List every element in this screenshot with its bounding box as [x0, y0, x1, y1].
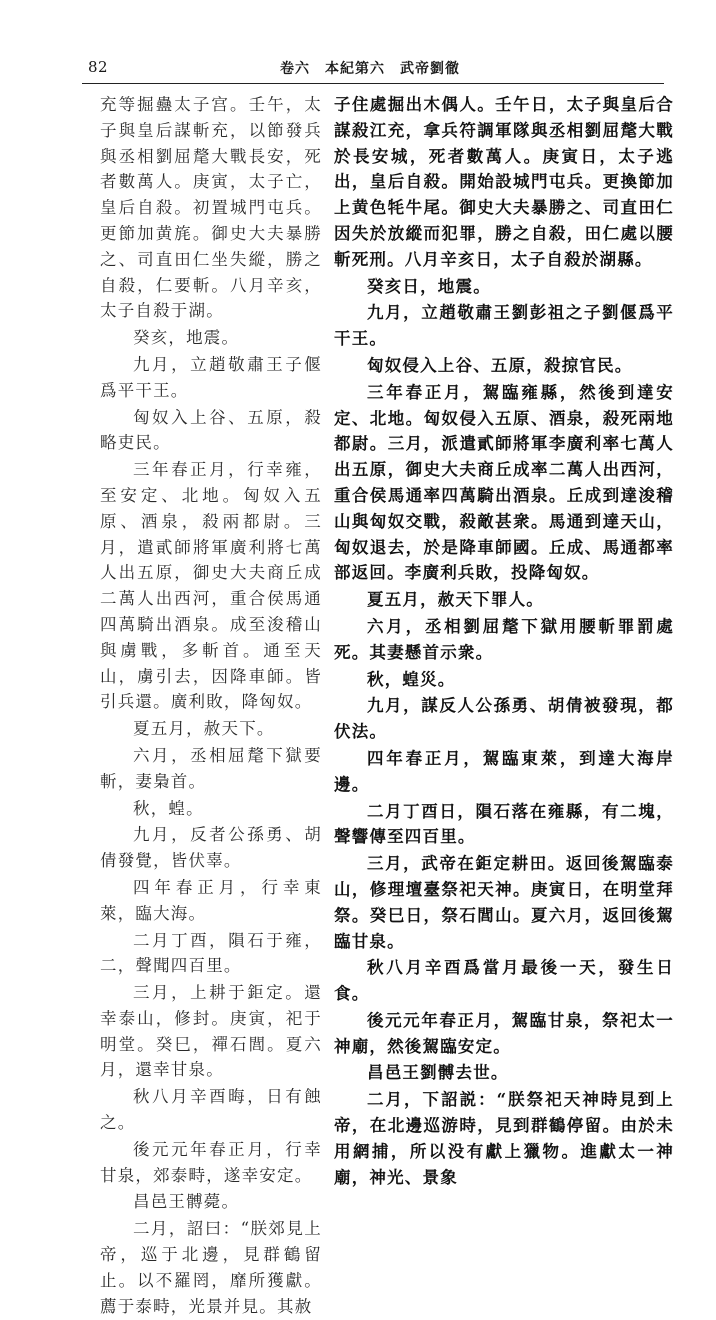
- paragraph: 九月，立趙敬肅王劉彭祖之子劉偃爲平干王。: [334, 303, 674, 349]
- classical-text-column: [100, 92, 322, 1320]
- paragraph: 六月，丞相屈氂下獄要斬，妻梟首。: [100, 745, 322, 791]
- paragraph: 昌邑王髆薨。: [133, 1192, 240, 1212]
- paragraph: 後元元年春正月，駕臨甘泉，祭祀太一神廟，然後駕臨安定。: [334, 1010, 674, 1056]
- paragraph: 三年春正月，駕臨雍縣，然後到達安定、北地。匈奴侵入五原、酒泉，殺死兩地都尉。三月，派遣貳師將軍李廣利率七萬人出五原，御史大夫商丘成率二萬人出西河，重合侯馬通率四萬騎出酒泉。丘成到達浚稽山與匈奴交戰，殺敵甚衆。馬通到達天山，匈奴退去，於是降車師國。丘成、馬通都率部返回。李廣利兵敗，投降匈奴。: [334, 382, 674, 583]
- paragraph: 四年春正月，駕臨東萊，到達大海岸邊。: [334, 748, 674, 794]
- paragraph: 昌邑王劉髆去世。: [367, 1063, 509, 1083]
- paragraph: 後元元年春正月，行幸甘泉，郊泰畤，遂幸安定。: [100, 1139, 322, 1185]
- paragraph: 夏五月，赦天下罪人。: [367, 590, 544, 610]
- paragraph: 子住處掘出木偶人。壬午日，太子與皇后合謀殺江充，拿兵符調軍隊與丞相劉屈氂大戰於長安城，死者數萬人。庚寅日，太子逃出，皇后自殺。開始設城門屯兵。更換節加上黄色牦牛尾。御史大夫暴勝之、司直田仁因失於放縱而犯罪，勝之自殺，田仁處以腰斬死刑。八月辛亥日，太子自殺於湖縣。: [334, 95, 674, 269]
- paragraph: 夏五月，赦天下。: [133, 719, 275, 739]
- paragraph: 三月，武帝在鉅定耕田。返回後駕臨泰山，修理壇臺祭祀天神。庚寅日，在明堂拜祭。癸巳日，祭石閭山。夏六月，返回後駕臨甘泉。: [334, 854, 674, 951]
- paragraph: 秋八月辛酉爲當月最後一天，發生日食。: [334, 958, 674, 1004]
- paragraph: 癸亥日，地震。: [367, 276, 491, 296]
- header-rule: [82, 83, 664, 84]
- paragraph: 匈奴侵入上谷、五原，殺掠官民。: [367, 355, 633, 375]
- paragraph: 匈奴入上谷、五原，殺略吏民。: [100, 407, 322, 453]
- page-number: 82: [88, 58, 109, 76]
- running-head: 卷六 本紀第六 武帝劉徹: [280, 61, 460, 77]
- vernacular-translation-column: [334, 92, 674, 1191]
- paragraph: 九月，立趙敬肅王子偃爲平干王。: [100, 354, 322, 400]
- paragraph: 六月，丞相劉屈氂下獄用腰斬罪罰處死。其妻懸首示衆。: [334, 616, 674, 662]
- paragraph: 二月丁酉日，隕石落在雍縣，有二塊，聲響傳至四百里。: [334, 801, 674, 847]
- paragraph: 三年春正月，行幸雍，至安定、北地。匈奴入五原、酒泉，殺兩都尉。三月，遣貳師將軍廣利將七萬人出五原，御史大夫商丘成二萬人出西河，重合侯馬通四萬騎出酒泉。成至浚稽山與虜戰，多斬首。通至天山，虜引去，因降車師。皆引兵還。廣利敗，降匈奴。: [100, 460, 322, 712]
- paragraph: 秋，蝗。: [133, 798, 204, 818]
- paragraph: 秋，蝗災。: [367, 669, 456, 689]
- paragraph: 四年春正月，行幸東萊，臨大海。: [100, 877, 322, 923]
- paragraph: 充等掘蠱太子宫。壬午，太子與皇后謀斬充，以節發兵與丞相劉屈氂大戰長安，死者數萬人。庚寅，太子亡，皇后自殺。初置城門屯兵。更節加黄旄。御史大夫暴勝之、司直田仁坐失縱，勝之自殺，仁要斬。八月辛亥，太子自殺于湖。: [100, 95, 322, 321]
- paragraph: 癸亥，地震。: [133, 328, 240, 348]
- paragraph: 三月，上耕于鉅定。還幸泰山，修封。庚寅，祀于明堂。癸巳，禪石閭。夏六月，還幸甘泉。: [100, 983, 322, 1080]
- paragraph: 九月，反者公孫勇、胡倩發覺，皆伏辜。: [100, 825, 322, 871]
- paragraph: 九月，謀反人公孫勇、胡倩被發現，都伏法。: [334, 696, 674, 742]
- paragraph: 二月，詔曰：“朕郊見上帝，巡于北邊，見群鶴留止。以不羅罔，靡所獲獻。薦于泰畤，光景并見。其赦: [100, 1219, 322, 1316]
- paragraph: 二月，下詔説：“朕祭祀天神時見到上帝，在北邊巡游時，見到群鶴停留。由於未用網捕，所以没有獻上獵物。進獻太一神廟，神光、景象: [334, 1090, 674, 1187]
- paragraph: 二月丁酉，隕石于雍，二，聲聞四百里。: [100, 930, 322, 976]
- paragraph: 秋八月辛酉晦，日有蝕之。: [100, 1087, 322, 1133]
